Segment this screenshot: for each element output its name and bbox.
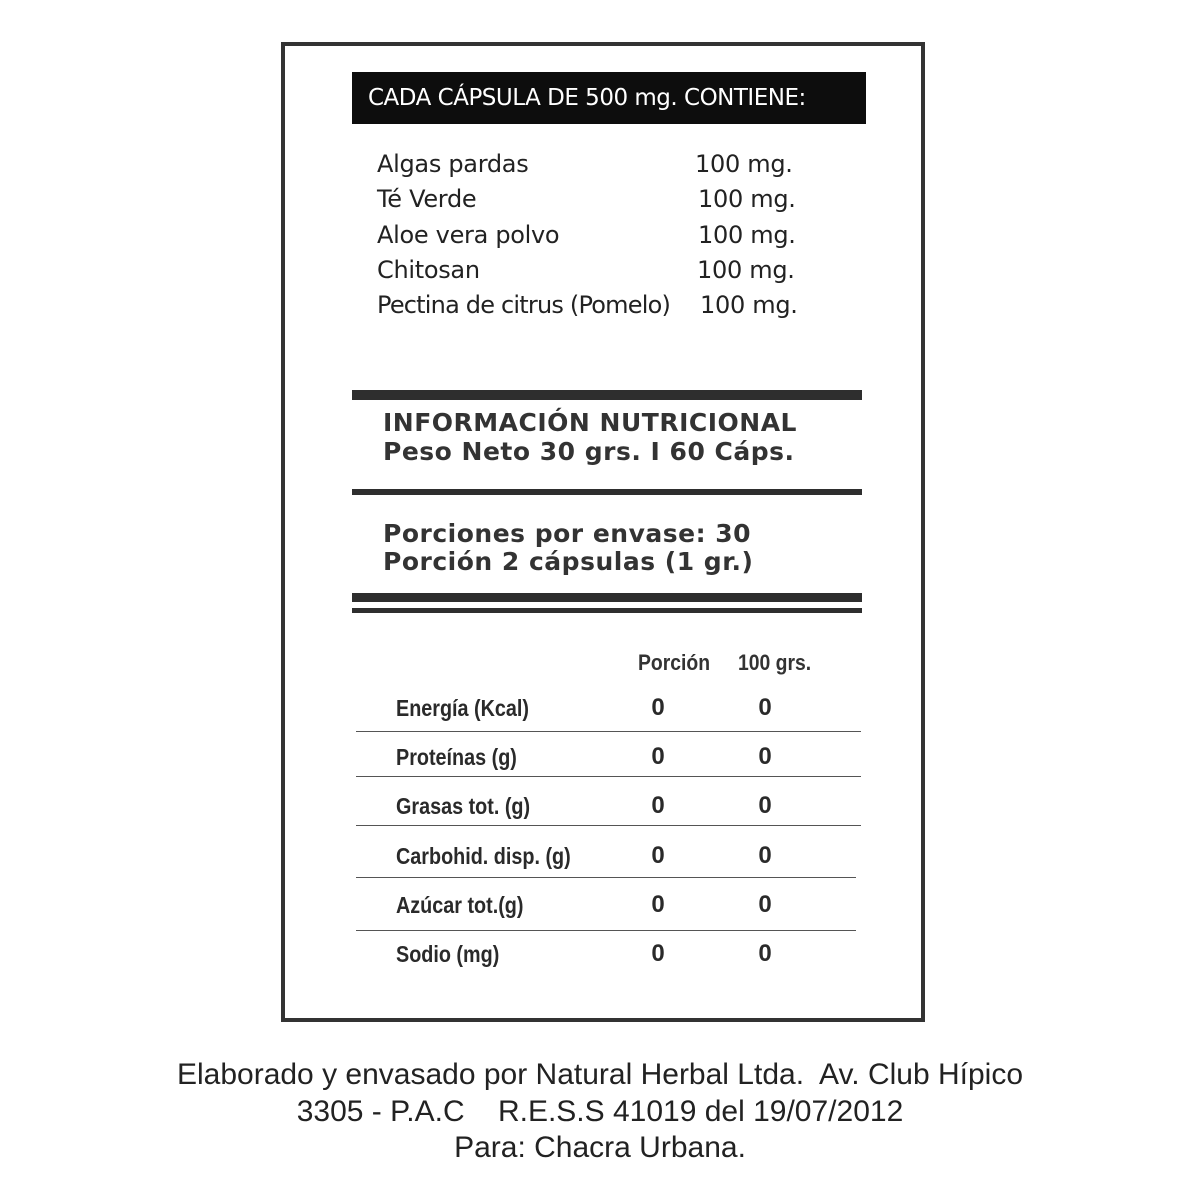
row-separator <box>356 825 861 826</box>
nutrient-100g-value: 0 <box>758 891 772 918</box>
divider <box>352 608 862 613</box>
divider <box>352 489 862 495</box>
nutrient-100g-value: 0 <box>758 743 772 770</box>
ingredient-amount: 100 mg. <box>695 150 793 178</box>
row-separator <box>356 877 856 878</box>
ingredient-name: Algas pardas <box>377 150 529 178</box>
nutrient-portion-value: 0 <box>651 940 665 967</box>
serving-size: Porción 2 cápsulas (1 gr.) <box>383 547 754 576</box>
servings-per-container: Porciones por envase: 30 <box>383 519 752 548</box>
recipient-info: Para: Chacra Urbana. <box>454 1131 746 1164</box>
nutrient-name: Azúcar tot.(g) <box>396 892 524 918</box>
nutrient-name: Carbohid. disp. (g) <box>396 843 571 869</box>
ingredient-name: Chitosan <box>377 256 480 284</box>
registration-info: 3305 - P.A.C R.E.S.S 41019 del 19/07/2012 <box>296 1095 904 1128</box>
nutrient-portion-value: 0 <box>651 743 665 770</box>
ingredient-amount: 100 mg. <box>697 256 795 284</box>
ingredient-amount: 100 mg. <box>698 185 796 213</box>
column-header-100g: 100 grs. <box>738 650 812 675</box>
row-separator <box>356 731 861 732</box>
capsule-contents-header: CADA CÁPSULA DE 500 mg. CONTIENE: <box>352 72 866 124</box>
nutrient-name: Proteínas (g) <box>396 744 517 770</box>
ingredient-amount: 100 mg. <box>698 221 796 249</box>
nutrient-name: Grasas tot. (g) <box>396 793 531 819</box>
nutrient-portion-value: 0 <box>651 891 665 918</box>
nutrient-portion-value: 0 <box>651 694 665 721</box>
nutrition-title: INFORMACIÓN NUTRICIONAL <box>383 408 797 437</box>
ingredient-amount: 100 mg. <box>700 291 798 319</box>
divider-thick <box>352 390 862 400</box>
nutrient-name: Sodio (mg) <box>396 941 500 967</box>
row-separator <box>356 776 861 777</box>
divider-thick <box>352 593 862 602</box>
nutrient-100g-value: 0 <box>758 842 772 869</box>
nutrient-100g-value: 0 <box>758 694 772 721</box>
ingredient-name: Pectina de citrus (Pomelo) <box>377 291 671 319</box>
column-header-portion: Porción <box>638 650 711 675</box>
nutrient-portion-value: 0 <box>651 792 665 819</box>
ingredient-name: Aloe vera polvo <box>377 221 560 249</box>
nutrient-100g-value: 0 <box>758 940 772 967</box>
nutrient-100g-value: 0 <box>758 792 772 819</box>
row-separator <box>356 930 856 931</box>
ingredient-name: Té Verde <box>377 185 477 213</box>
nutrient-name: Energía (Kcal) <box>396 695 530 721</box>
manufacturer-info: Elaborado y envasado por Natural Herbal Ltda. Av. Club Hípico <box>176 1058 1024 1091</box>
net-weight: Peso Neto 30 grs. I 60 Cáps. <box>383 437 795 466</box>
nutrient-portion-value: 0 <box>651 842 665 869</box>
